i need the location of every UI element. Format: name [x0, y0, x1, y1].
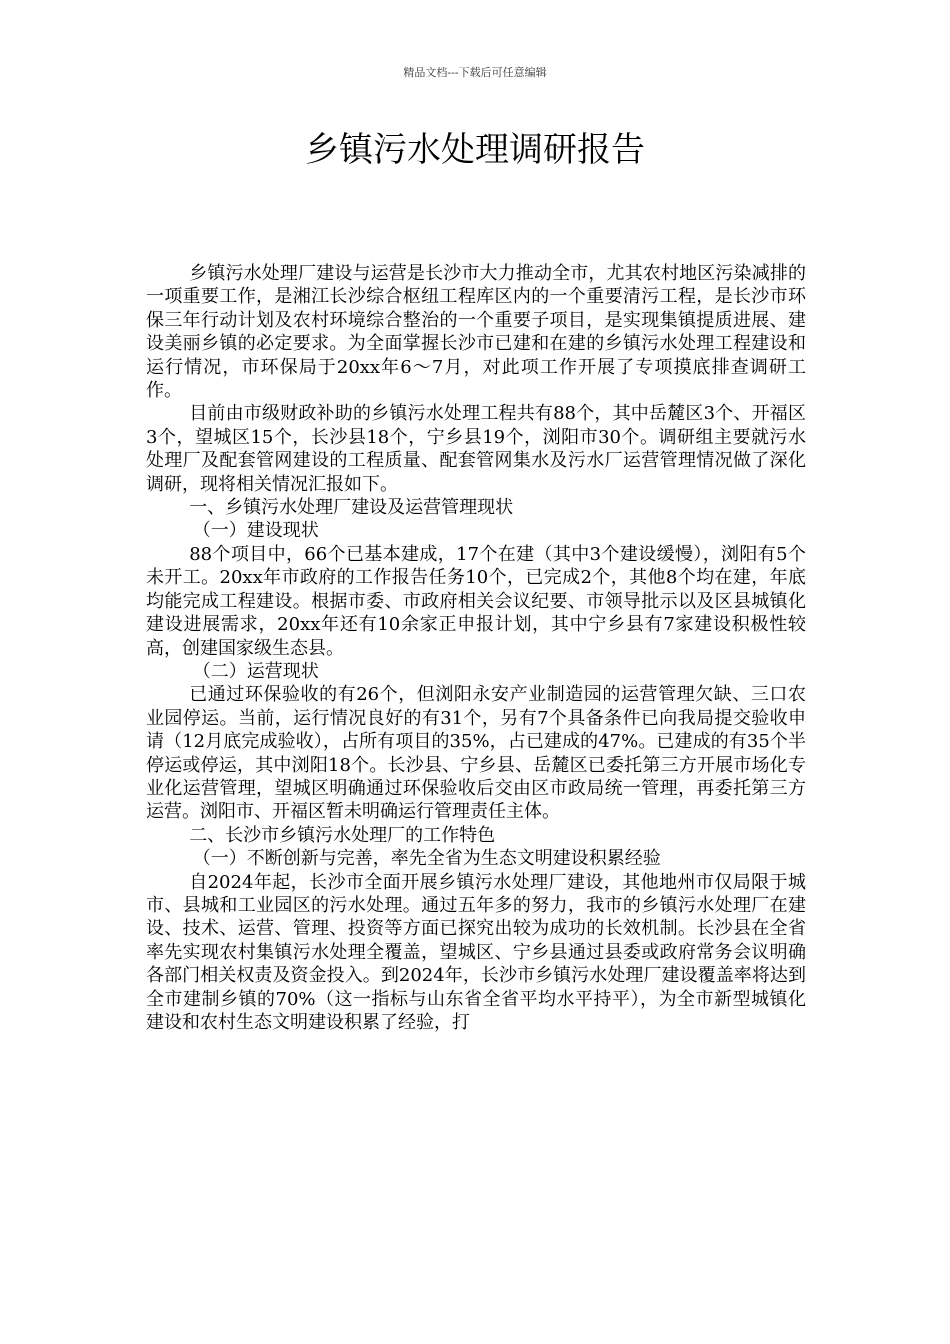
overview-paragraph: 目前由市级财政补助的乡镇污水处理工程共有88个，其中岳麓区3个、开福区3个，望城区15个，长沙县18个，宁乡县19个，浏阳市30个。调研组主要就污水处理厂及配套管网建设的工程质量、配套管网集水及污水厂运营管理情况做了深化调研，现将相关情况汇报如下。 [146, 403, 806, 495]
section-heading-1: 一、乡镇污水处理厂建设及运营管理现状 [189, 497, 514, 519]
operation-paragraph: 已通过环保验收的有26个，但浏阳永安产业制造园的运营管理欠缺、三口农业园停运。当前，运行情况良好的有31个，另有7个具备条件已向我局提交验收申请（12月底完成验收），占所有项目的35%，占已建成的47%。已建成的有35个半停运或停运，其中浏阳18个。长沙县、宁乡县、岳麓区已委托第三方开展市场化专业化运营管理，望城区明确通过环保验收后交由区市政局统一管理，再委托第三方运营。浏阳市、开福区暂未明确运行管理责任主体。 [146, 684, 806, 823]
subsection-heading-operation: （二）运营现状 [192, 660, 319, 682]
innovation-paragraph: 自2024年起，长沙市全面开展乡镇污水处理厂建设，其他地州市仅局限于城市、县城和工业园区的污水处理。通过五年多的努力，我市的乡镇污水处理厂在建设、技术、运营、管理、投资等方面已探究出较为成功的长效机制。长沙县在全省率先实现农村集镇污水处理全覆盖，望城区、宁乡县通过县委或政府常务会议明确各部门相关权责及资金投入。到2024年，长沙市乡镇污水处理厂建设覆盖率将达到全市建制乡镇的70%（这一指标与山东省全省平均水平持平），为全市新型城镇化建设和农村生态文明建设积累了经验，打 [146, 871, 806, 1033]
section-heading-2: 二、长沙市乡镇污水处理厂的工作特色 [189, 824, 496, 846]
document-body [146, 262, 806, 1034]
construction-paragraph: 88个项目中，66个已基本建成，17个在建（其中3个建设缓慢），浏阳有5个未开工。20xx年市政府的工作报告任务10个，已完成2个，其他8个均在建，年底均能完成工程建设。根据市委、市政府相关会议纪要、市领导批示以及区县城镇化建设进展需求，20xx年还有10余家正申报计划，其中宁乡县有7家建设积极性较高，创建国家级生态县。 [146, 543, 806, 659]
page-header-note: 精品文档---下载后可任意编辑 [403, 66, 547, 79]
intro-paragraph: 乡镇污水处理厂建设与运营是长沙市大力推动全市，尤其农村地区污染减排的一项重要工作，是湘江长沙综合枢纽工程库区内的一个重要清污工程，是长沙市环保三年行动计划及农村环境综合整治的一个重要子项目，是实现集镇提质进展、建设美丽乡镇的必定要求。为全面掌握长沙市已建和在建的乡镇污水处理工程建设和运行情况，市环保局于20xx年6～7月，对此项工作开展了专项摸底排查调研工作。 [146, 263, 806, 402]
document-title: 乡镇污水处理调研报告 [305, 130, 645, 170]
subsection-heading-innovation: （一）不断创新与完善，率先全省为生态文明建设积累经验 [192, 848, 661, 870]
subsection-heading-construction: （一）建设现状 [192, 520, 319, 542]
